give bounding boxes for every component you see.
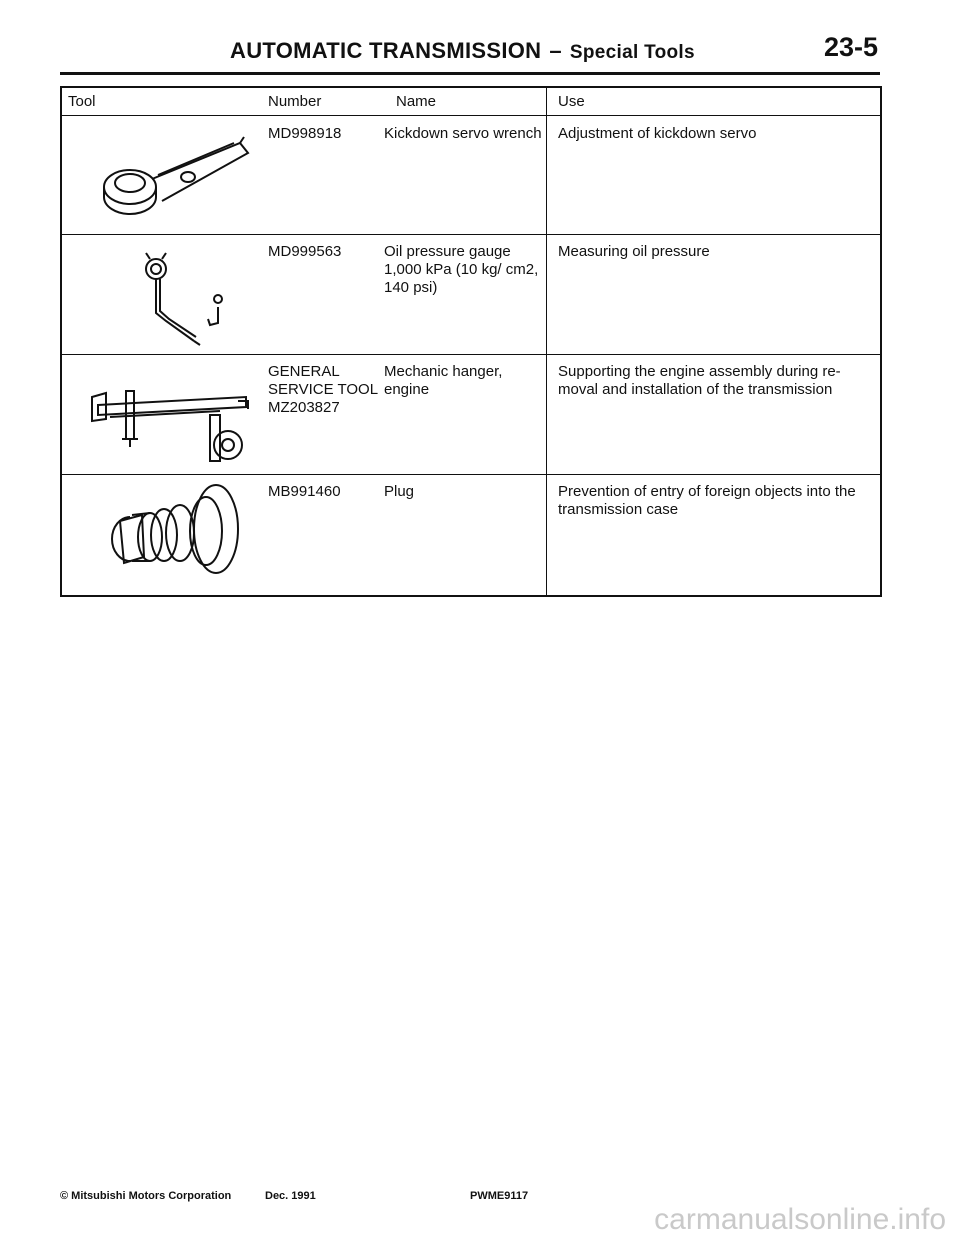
page-header — [60, 28, 880, 75]
page-title — [230, 38, 695, 64]
col-header-name: Name — [396, 93, 437, 110]
tool-number: MB991460 — [268, 483, 341, 500]
col-header-use: Use — [558, 93, 585, 110]
tool-name: Oil pressure gauge 1,000 kPa (10 kg/ cm2, 140 psi) — [384, 243, 539, 296]
title-separator: – — [549, 38, 562, 63]
page-number: 23-5 — [823, 32, 878, 62]
tool-name: Mechanic hanger, engine — [384, 363, 503, 398]
table-row — [62, 117, 880, 235]
engine-hanger-illustration — [70, 357, 260, 471]
tool-use: Prevention of entry of foreign objects into the transmission case — [558, 483, 856, 518]
tool-number: MD998918 — [268, 125, 342, 142]
table-row — [62, 475, 880, 595]
section-subtitle: Special Tools — [569, 42, 695, 63]
tool-number: MD999563 — [268, 243, 342, 260]
kickdown-servo-wrench-illustration — [70, 119, 260, 231]
tool-use: Measuring oil pressure — [558, 243, 710, 260]
table-header — [62, 88, 880, 116]
table-row — [62, 355, 880, 475]
tool-number: GENERAL SERVICE TOOL MZ203827 — [268, 363, 378, 416]
tool-use: Adjustment of kickdown servo — [558, 125, 757, 142]
col-header-number: Number — [268, 93, 322, 110]
table-row — [62, 235, 880, 355]
tool-use: Supporting the engine assembly during re- moval and installation of the transmission — [558, 363, 841, 398]
oil-pressure-gauge-illustration — [70, 237, 260, 351]
tool-name: Kickdown servo wrench — [384, 125, 542, 142]
tool-name: Plug — [384, 483, 415, 500]
col-header-tool: Tool — [68, 93, 96, 110]
watermark: carmanualsonline.info — [654, 1203, 946, 1236]
special-tools-table — [60, 86, 882, 597]
plug-illustration — [70, 477, 260, 591]
section-title: AUTOMATIC TRANSMISSION — [230, 38, 542, 63]
footer-code: PWME9117 — [470, 1190, 529, 1202]
footer-date: Dec. 1991 — [265, 1190, 316, 1202]
footer-copyright: © Mitsubishi Motors Corporation — [60, 1190, 232, 1202]
